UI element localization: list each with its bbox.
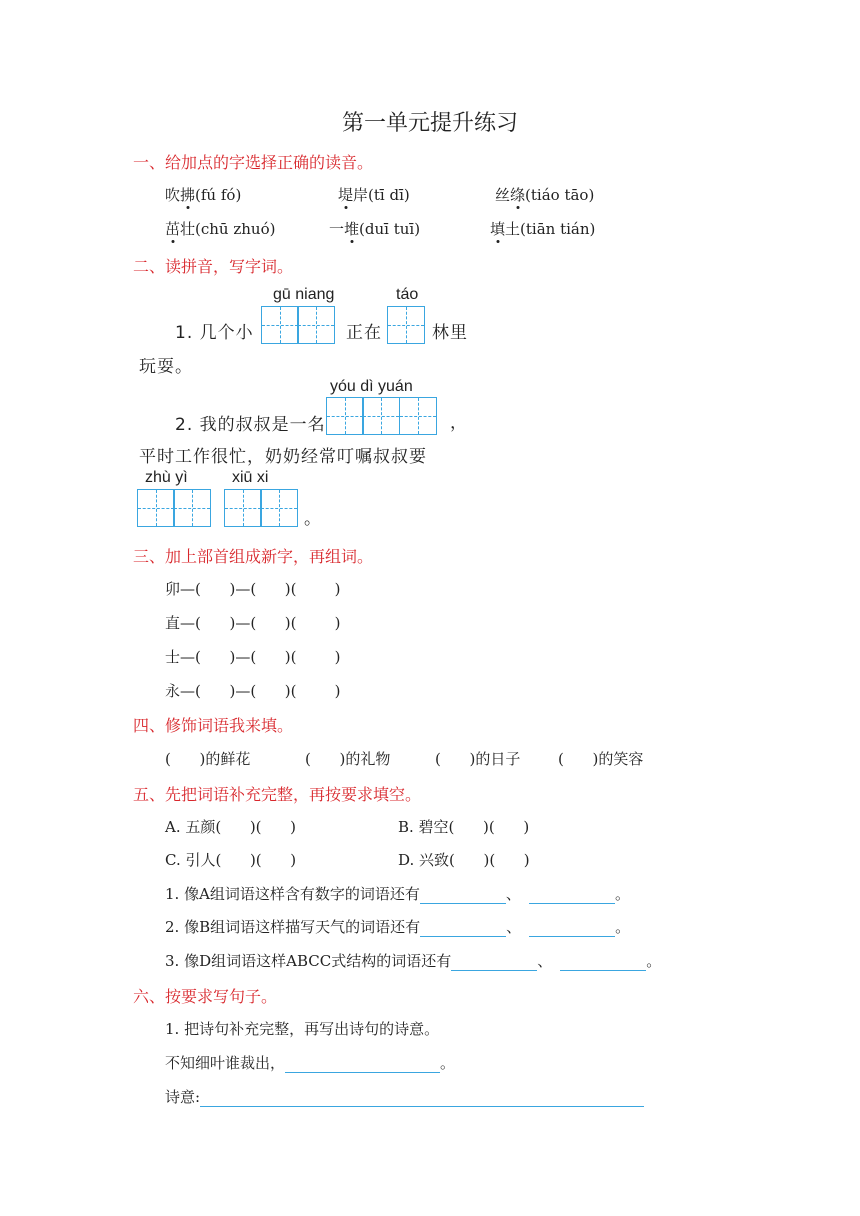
idiom-c: C. 引人( )( )	[165, 851, 297, 869]
meaning-answer-line[interactable]	[200, 1106, 644, 1107]
pinyin-xiuxi: xiū xi	[232, 469, 269, 486]
writing-grid-youdiyuan[interactable]	[326, 397, 437, 435]
section-6-heading: 六、按要求写句子。	[133, 987, 278, 1006]
modifier-item-4: ( )的笑容	[558, 750, 644, 768]
q2-comma: ，	[450, 413, 468, 433]
pinyin-youdiyuan: yóu dì yuán	[330, 378, 413, 395]
fill-question-2: 2. 像B组词语这样描写天气的词语还有 、 。	[165, 918, 631, 936]
grid-cell[interactable]	[137, 489, 175, 527]
radical-row-4: 永—( )—( )( )	[165, 682, 341, 700]
reading-item-1: 吹拂(fú fó)	[165, 186, 242, 204]
answer-line[interactable]	[451, 970, 537, 971]
radical-row-2: 直—( )—( )( )	[165, 614, 341, 632]
answer-line[interactable]	[420, 936, 506, 937]
radical-row-3: 士—( )—( )( )	[165, 648, 341, 666]
answer-line[interactable]	[529, 903, 615, 904]
grid-cell[interactable]	[326, 397, 364, 435]
radical-row-1: 卯—( )—( )( )	[165, 580, 341, 598]
grid-cell[interactable]	[362, 397, 400, 435]
answer-line[interactable]	[529, 936, 615, 937]
idiom-b: B. 碧空( )( )	[398, 818, 530, 836]
grid-cell[interactable]	[173, 489, 211, 527]
modifier-item-1: ( )的鲜花	[165, 750, 251, 768]
reading-item-2: 堤岸(tī dī)	[338, 186, 410, 204]
section-2-heading: 二、读拼音，写字词。	[133, 257, 294, 276]
modifier-item-3: ( )的日子	[435, 750, 521, 768]
idiom-a: A. 五颜( )( )	[165, 818, 296, 836]
pinyin-tao: táo	[396, 286, 419, 303]
writing-grid-guniang[interactable]	[261, 306, 335, 344]
writing-grid-tao[interactable]	[387, 306, 425, 344]
answer-line[interactable]	[560, 970, 646, 971]
section-4-heading: 四、修饰词语我来填。	[133, 716, 294, 735]
poem-answer-line[interactable]	[285, 1072, 440, 1073]
reading-item-5: 一堆(duī tuī)	[329, 220, 421, 238]
poem-line: 不知细叶谁裁出， 。	[165, 1054, 456, 1072]
pinyin-zhuyi: zhù yì	[145, 469, 188, 486]
section-5-heading: 五、先把词语补充完整，再按要求填空。	[133, 785, 422, 804]
poem-meaning: 诗意:	[165, 1086, 644, 1107]
poem-instruction: 1. 把诗句补充完整，再写出诗句的诗意。	[165, 1020, 440, 1038]
grid-cell[interactable]	[399, 397, 437, 435]
grid-cell[interactable]	[260, 489, 298, 527]
fill-question-3: 3. 像D组词语这样ABCC式结构的词语还有 、 。	[165, 952, 662, 970]
q1-text-a: 1. 几个小	[175, 323, 254, 343]
idiom-d: D. 兴致( )( )	[398, 851, 530, 869]
grid-cell[interactable]	[261, 306, 299, 344]
q2-end: 。	[304, 509, 322, 529]
grid-cell[interactable]	[387, 306, 425, 344]
q2-text-a: 2. 我的叔叔是一名	[175, 415, 326, 435]
writing-grid-zhuyi[interactable]	[137, 489, 211, 527]
section-3-heading: 三、加上部首组成新字，再组词。	[133, 547, 374, 566]
q1-text-c: 林里	[432, 323, 468, 343]
q2-text-b: 平时工作很忙，奶奶经常叮嘱叔叔要	[139, 447, 427, 467]
answer-line[interactable]	[420, 903, 506, 904]
section-1-heading: 一、给加点的字选择正确的读音。	[133, 153, 374, 172]
q1-text-b: 正在	[346, 323, 382, 343]
grid-cell[interactable]	[224, 489, 262, 527]
reading-item-6: 填土(tiān tián)	[490, 220, 596, 238]
writing-grid-xiuxi[interactable]	[224, 489, 298, 527]
reading-item-3: 丝绦(tiáo tāo)	[495, 186, 595, 204]
page-title: 第一单元提升练习	[341, 111, 518, 136]
modifier-item-2: ( )的礼物	[305, 750, 391, 768]
reading-item-4: 茁壮(chū zhuó)	[165, 220, 276, 238]
fill-question-1: 1. 像A组词语这样含有数字的词语还有 、 。	[165, 885, 630, 903]
grid-cell[interactable]	[297, 306, 335, 344]
q1-text-d: 玩耍。	[139, 357, 193, 377]
pinyin-guniang: gū niang	[273, 286, 335, 303]
